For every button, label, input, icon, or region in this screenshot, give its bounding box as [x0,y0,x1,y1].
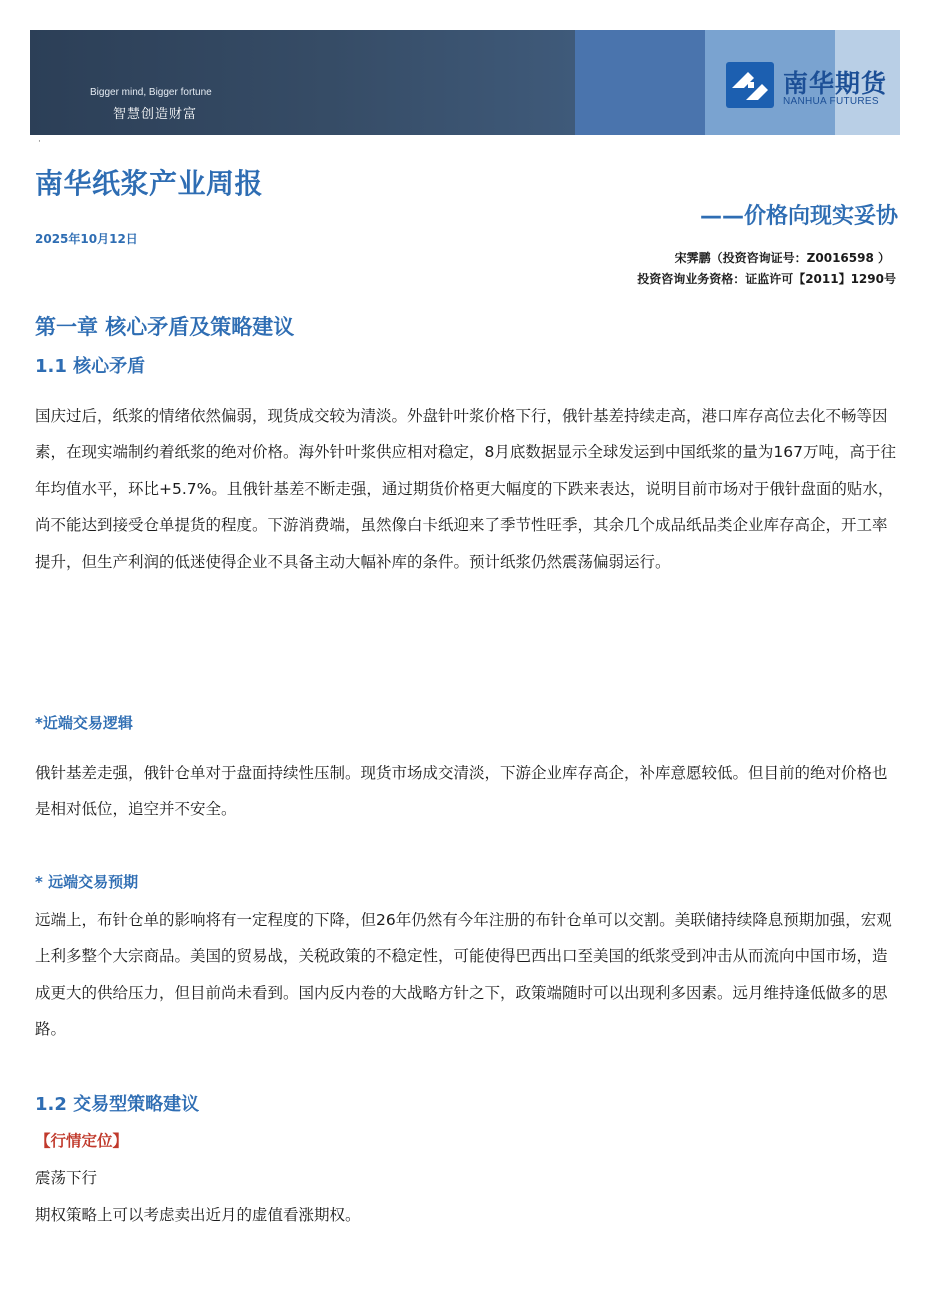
near-term-logic-heading: *近端交易逻辑 [35,714,133,732]
banner-band-mid [575,30,705,135]
far-term-expectation-heading: * 远端交易预期 [35,873,139,891]
slogan-cn: 智慧创造财富 [113,107,198,122]
report-subtitle: ——价格向现实妥协 [699,204,898,229]
banner-band-dark [30,30,575,135]
option-strategy: 期权策略上可以考虑卖出近月的虚值看涨期权。 [35,1206,361,1224]
report-author: 宋霁鹏（投资咨询证号：Z0016598 ） [674,251,890,265]
section-heading-core-conflict: 1.1 核心矛盾 [35,356,146,377]
market-positioning-tag: 【行情定位】 [35,1132,129,1150]
logo-text-cn: 南华期货 [783,69,888,98]
section-heading-strategy: 1.2 交易型策略建议 [35,1094,200,1115]
far-term-expectation-paragraph: 远端上，布针仓单的影响将有一定程度的下降，但26年仍然有今年注册的布针仓单可以交割。美联储持续降息预期加强，宏观上利多整个大宗商品。美国的贸易战，关税政策的不稳定性，可能使得巴西出口至美国的纸浆受到冲击从而流向中国市场，造成更大的供给压力，但目前尚未看到。国内反内卷的大战略方针之下，政策端随时可以出现利多因素。远月维持逢低做多的思路。 [35,911,892,1039]
logo-text-en: NANHUA FUTURES [783,96,879,107]
slogan-en: Bigger mind, Bigger fortune [90,87,212,98]
nanhua-logo-icon [726,62,774,108]
header-banner [30,30,900,135]
market-view: 震荡下行 [35,1169,98,1187]
core-conflict-paragraph: 国庆过后，纸浆的情绪依然偏弱，现货成交较为清淡。外盘针叶浆价格下行，俄针基差持续走高，港口库存高位去化不畅等因素，在现实端制约着纸浆的绝对价格。海外针叶浆供应相对稳定，8月底数据显示全球发运到中国纸浆的量为167万吨，高于往年均值水平，环比+5.7%。且俄针基差不断走强，通过期货价格更大幅度的下跌来表达，说明目前市场对于俄针盘面的贴水，尚不能达到接受仓单提货的程度。下游消费端，虽然像白卡纸迎来了季节性旺季，其余几个成品纸品类企业库存高企，开工率提升，但生产利润的低迷使得企业不具备主动大幅补库的条件。预计纸浆仍然震荡偏弱运行。 [35,407,896,571]
report-license: 投资咨询业务资格：证监许可【2011】1290号 [637,272,896,286]
page-marker: · [38,137,41,147]
report-title: 南华纸浆产业周报 [35,167,264,200]
report-date: 2025年10月12日 [35,232,138,246]
chapter-heading: 第一章 核心矛盾及策略建议 [35,315,295,339]
near-term-logic-paragraph: 俄针基差走强，俄针仓单对于盘面持续性压制。现货市场成交清淡，下游企业库存高企，补库意愿较低。但目前的绝对价格也是相对低位，追空并不安全。 [35,764,888,819]
